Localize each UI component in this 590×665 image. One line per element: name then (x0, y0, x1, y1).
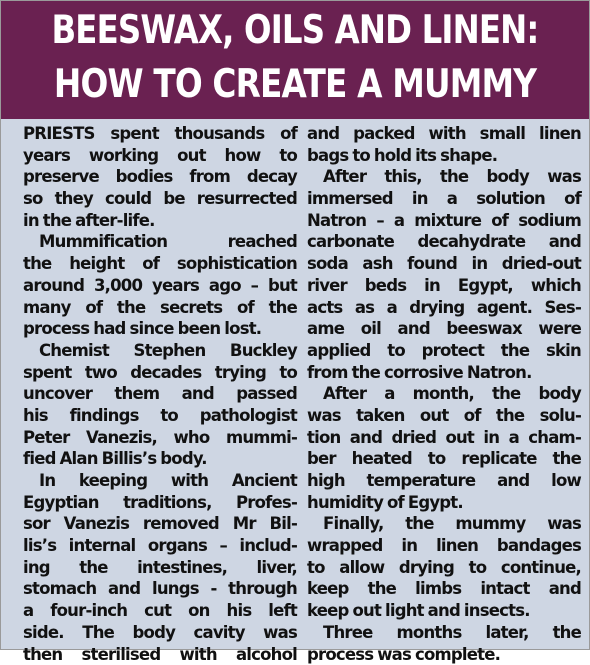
text-line: Three months later, the (307, 622, 581, 644)
text-line: Natron – a mixture of sodium (307, 210, 581, 232)
text-line: Egyptian traditions, Profes- (23, 492, 297, 514)
text-line: PRIESTS spent thousands of (23, 123, 297, 145)
text-line: ber heated to replicate the (307, 448, 581, 470)
text-line: in the after-life. (23, 210, 297, 232)
headline-line-2: HOW TO CREATE A MUMMY (48, 59, 542, 111)
text-line: tion and dried out in a cham- (307, 427, 581, 449)
article-body (1, 119, 589, 649)
text-line: immersed in a solution of (307, 188, 581, 210)
text-line: acts as a drying agent. Ses- (307, 297, 581, 319)
text-line: keep the limbs intact and (307, 578, 581, 600)
text-line: After a month, the body (307, 383, 581, 405)
headline-line-1: BEESWAX, OILS AND LINEN: (51, 5, 539, 57)
text-column-right (307, 123, 581, 665)
text-line: a four-inch cut on his left (23, 600, 297, 622)
text-line: from the corrosive Natron. (307, 362, 581, 384)
text-line: spent two decades trying to (23, 362, 297, 384)
text-line: process had since been lost. (23, 318, 297, 340)
text-line: many of the secrets of the (23, 297, 297, 319)
text-line: high temperature and low (307, 470, 581, 492)
text-line: ame oil and beeswax were (307, 318, 581, 340)
text-line: years working out how to (23, 145, 297, 167)
text-line: wrapped in linen bandages (307, 535, 581, 557)
text-line: preserve bodies from decay (23, 166, 297, 188)
text-line: around 3,000 years ago – but (23, 275, 297, 297)
text-line: In keeping with Ancient (23, 470, 297, 492)
text-line: ing the intestines, liver, (23, 557, 297, 579)
text-line: and packed with small linen (307, 123, 581, 145)
text-line: Chemist Stephen Buckley (23, 340, 297, 362)
text-line: stomach and lungs - through (23, 578, 297, 600)
text-line: his findings to pathologist (23, 405, 297, 427)
text-line: Finally, the mummy was (307, 513, 581, 535)
text-line: sor Vanezis removed Mr Bil- (23, 513, 297, 535)
text-line: soda ash found in dried-out (307, 253, 581, 275)
text-line: process was complete. (307, 644, 581, 665)
text-line: river beds in Egypt, which (307, 275, 581, 297)
text-line: lis’s internal organs – includ- (23, 535, 297, 557)
text-line: applied to protect the skin (307, 340, 581, 362)
text-line: carbonate decahydrate and (307, 231, 581, 253)
text-line: to allow drying to continue, (307, 557, 581, 579)
text-line: Mummification reached (23, 231, 297, 253)
text-line: side. The body cavity was (23, 622, 297, 644)
text-line: was taken out of the solu- (307, 405, 581, 427)
text-line: bags to hold its shape. (307, 145, 581, 167)
text-line: uncover them and passed (23, 383, 297, 405)
text-line: then sterilised with alcohol (23, 644, 297, 665)
text-line: keep out light and insects. (307, 600, 581, 622)
text-line: After this, the body was (307, 166, 581, 188)
text-line: Peter Vanezis, who mummi- (23, 427, 297, 449)
headline-banner (1, 1, 589, 119)
text-line: the height of sophistication (23, 253, 297, 275)
text-column-left (23, 123, 297, 665)
text-line: humidity of Egypt. (307, 492, 581, 514)
text-line: so they could be resurrected (23, 188, 297, 210)
text-line: fied Alan Billis’s body. (23, 448, 297, 470)
